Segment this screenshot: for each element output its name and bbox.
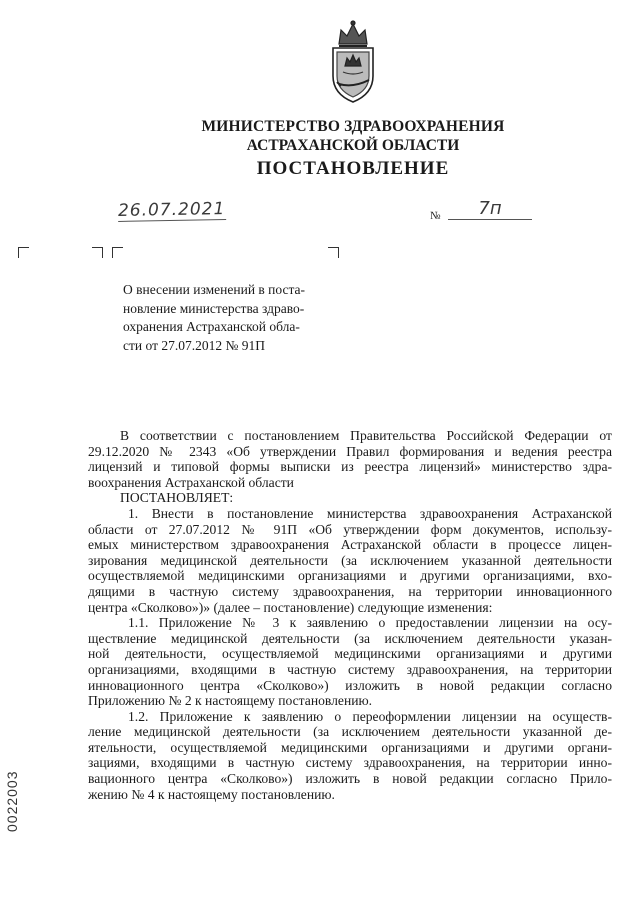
region-title: АСТРАХАНСКОЙ ОБЛАСТИ xyxy=(246,137,460,154)
body-line: жению № 4 к настоящему постановлению. xyxy=(88,786,335,802)
body-line: организациями, входящими в частную систему здравоохранения, на территории xyxy=(88,661,612,677)
body-line: инновационного центра «Сколково») изложить в новой редакции согласно xyxy=(88,677,612,693)
body-line: воохранения Астраханской области xyxy=(88,474,294,490)
handwritten-date: 26.07.2021 xyxy=(117,199,226,221)
body-line: области от 27.07.2012 № 91П «Об утверждении форм документов, использу- xyxy=(88,521,612,537)
body-line: лицензий и типовой формы выписки из реестра лицензий» министерство здра- xyxy=(88,459,612,475)
corner-bracket-right xyxy=(328,247,339,258)
coat-of-arms-emblem xyxy=(323,18,383,108)
body-line: емых министерством здравоохранения Астраханской области в процессе лицен- xyxy=(88,537,612,553)
body-line: ной деятельности, осуществляемой медицинскими организациями и другими xyxy=(88,646,612,662)
corner-bracket-inner-left xyxy=(112,247,123,258)
body-line: ществление медицинской деятельности (за исключением деятельности указан- xyxy=(88,630,612,646)
body-line: осуществляемой медицинскими организациями и другими организациями, вхо- xyxy=(88,568,612,584)
handwritten-number: 7п xyxy=(448,198,532,220)
body-line: зирования медицинской деятельности (за исключением указанной деятельности xyxy=(88,552,612,568)
body-line: Приложению № 2 к настоящему постановлению. xyxy=(88,693,373,709)
body-line: зациями, входящими в частную систему здравоохранения, на территории инно- xyxy=(88,755,612,771)
side-registration-stamp: 0022003 xyxy=(4,770,20,832)
document-type-title: ПОСТАНОВЛЕНИЕ xyxy=(256,158,450,179)
body-line: 1.2. Приложение к заявлению о переоформлении лицензии на осуществ- xyxy=(128,708,612,724)
document-subject xyxy=(123,281,336,355)
subject-line: сти от 27.07.2012 № 91П xyxy=(123,337,265,353)
subject-line: О внесении изменений в поста- xyxy=(123,282,306,297)
body-line: ятельности, осуществляемой медицинскими организациями и другими органи- xyxy=(88,739,612,755)
subject-line: новление министерства здраво- xyxy=(123,300,305,316)
body-line: ПОСТАНОВЛЯЕТ: xyxy=(120,490,234,506)
body-line: центра «Сколково»)» (далее – постановление) следующие изменения: xyxy=(88,599,493,615)
subject-line: охранения Астраханской обла- xyxy=(123,319,300,334)
body-line: В соответствии с постановлением Правительства Российской Федерации от xyxy=(120,428,612,443)
body-line: 1. Внести в постановление министерства здравоохранения Астраханской xyxy=(128,505,612,521)
body-line: 29.12.2020 № 2343 «Об утверждении Правил формирования и ведения реестра xyxy=(88,443,612,459)
ministry-title: МИНИСТЕРСТВО ЗДРАВООХРАНЕНИЯ xyxy=(201,118,505,135)
document-body xyxy=(88,428,612,802)
corner-bracket-inner-right xyxy=(92,247,103,258)
body-line: 1.1. Приложение № 3 к заявлению о предоставлении лицензии на осу- xyxy=(128,615,612,631)
number-label: № xyxy=(430,210,441,222)
corner-bracket-left xyxy=(18,247,29,258)
body-line: дящими в частную систему здравоохранения, на территории инновационного xyxy=(88,583,612,599)
body-line: ление медицинской деятельности (за исключением деятельности указанной де- xyxy=(88,724,612,740)
body-line: вационного центра «Сколково») изложить в новой редакции согласно Прило- xyxy=(88,771,612,787)
